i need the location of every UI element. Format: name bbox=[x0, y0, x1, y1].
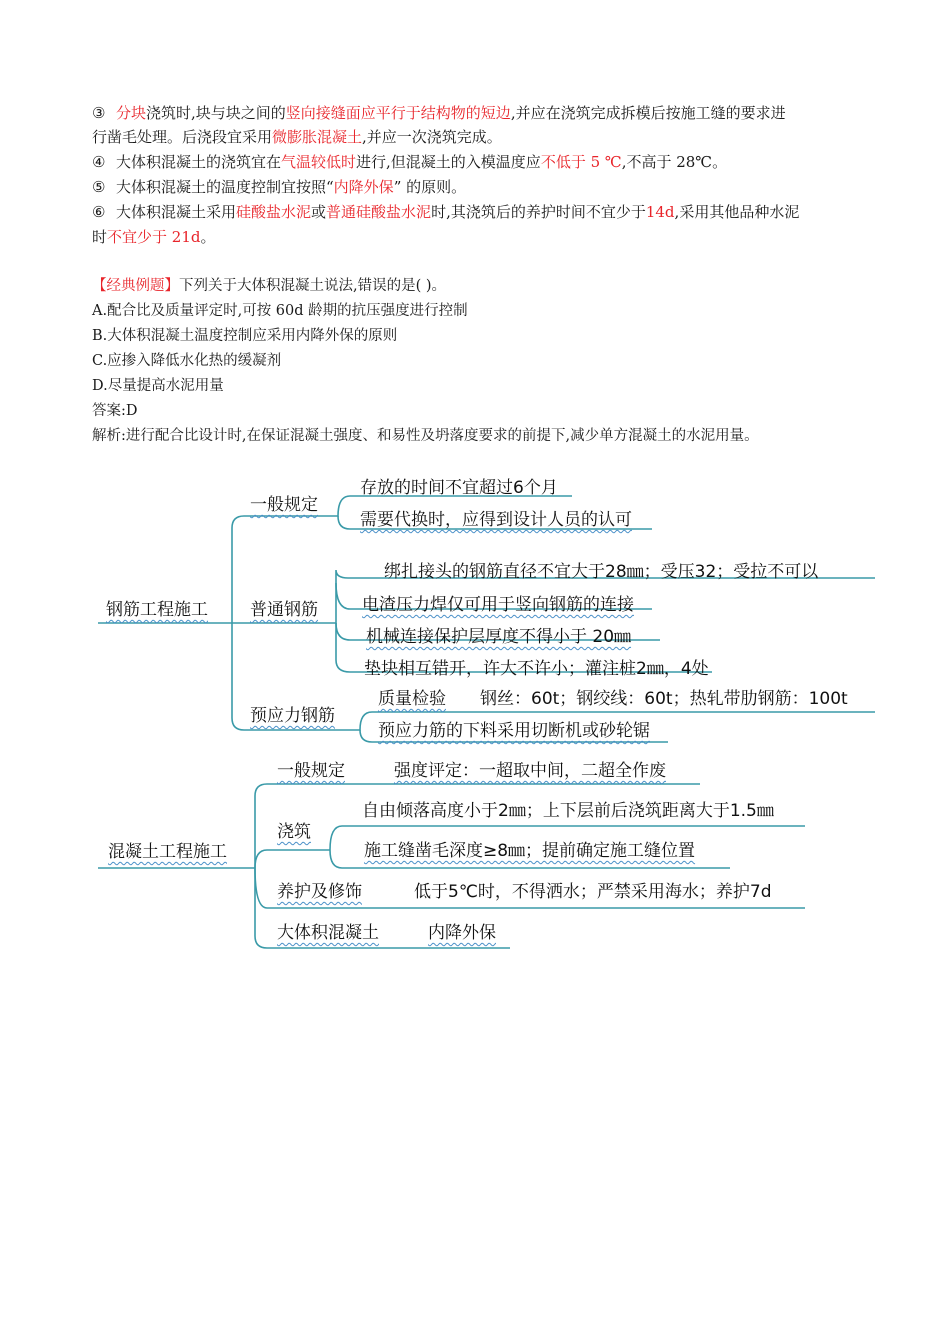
option-b: B.大体积混凝土温度控制应采用内降外保的原则 bbox=[92, 328, 398, 344]
item-number: ④ bbox=[92, 153, 106, 171]
answer: 答案:D bbox=[92, 403, 138, 419]
map-leaf: 机械连接保护层厚度不得小于 20㎜ bbox=[366, 627, 632, 647]
note-4: ④ 大体积混凝土的浇筑宜在气温较低时进行,但混凝土的入模温度应不低于 5 ℃,不高于 28℃。 bbox=[92, 150, 727, 174]
map-branch-general: 一般规定 bbox=[250, 495, 318, 515]
highlight: 竖向接缝面应平行于结构物的短边 bbox=[285, 104, 511, 122]
map-leaf: 垫块相互错开，许大不许小；灌注桩2㎜，4处 bbox=[364, 659, 709, 679]
map-subbranch-quality: 质量检验 bbox=[378, 689, 446, 709]
highlight: 14d bbox=[645, 203, 675, 221]
map-branch-prestressed: 预应力钢筋 bbox=[250, 706, 335, 726]
highlight: 内降外保 bbox=[333, 178, 394, 196]
map-leaf: 需要代换时，应得到设计人员的认可 bbox=[360, 510, 632, 530]
note-3-cont: 行凿毛处理。后浇段宜采用微膨胀混凝土,并应一次浇筑完成。 bbox=[92, 128, 502, 146]
map-leaf: 低于5℃时，不得洒水；严禁采用海水；养护7d bbox=[414, 882, 772, 902]
map-root: 钢筋工程施工 bbox=[106, 600, 208, 620]
map-leaf: 预应力筋的下料采用切断机或砂轮锯 bbox=[378, 721, 650, 741]
map-branch-general: 一般规定 bbox=[277, 761, 345, 781]
highlight: 硅酸盐水泥 bbox=[236, 203, 312, 221]
note-3: ③ 分块浇筑时,块与块之间的竖向接缝面应平行于结构物的短边,并应在浇筑完成拆模后按施工缝的要求进 bbox=[92, 101, 786, 125]
map-leaf: 内降外保 bbox=[428, 923, 496, 943]
highlight: 气温较低时 bbox=[281, 153, 357, 171]
map-leaf: 强度评定：一超取中间，二超全作废 bbox=[394, 761, 666, 781]
map-branch-ordinary-rebar: 普通钢筋 bbox=[250, 600, 318, 620]
highlight: 普通硅酸盐水泥 bbox=[326, 203, 432, 221]
option-c: C.应掺入降低水化热的缓凝剂 bbox=[92, 353, 282, 369]
option-a: A.配合比及质量评定时,可按 60d 龄期的抗压强度进行控制 bbox=[92, 303, 468, 319]
map-branch-pouring: 浇筑 bbox=[277, 822, 311, 842]
note-6: ⑥ 大体积混凝土采用硅酸盐水泥或普通硅酸盐水泥时,其浇筑后的养护时间不宜少于14d,采用其他品种水泥 bbox=[92, 200, 799, 224]
map-leaf: 自由倾落高度小于2㎜；上下层前后浇筑距离大于1.5㎜ bbox=[362, 801, 774, 821]
map-leaf: 电渣压力焊仅可用于竖向钢筋的连接 bbox=[362, 595, 634, 615]
item-number: ⑤ bbox=[92, 178, 106, 196]
map-leaf: 施工缝凿毛深度≥8㎜；提前确定施工缝位置 bbox=[364, 841, 696, 861]
highlight: 分块 bbox=[116, 104, 147, 122]
highlight: 不低于 5 ℃ bbox=[540, 153, 622, 171]
highlight: 不宜少于 21d bbox=[107, 228, 201, 246]
highlight: 微膨胀混凝土 bbox=[272, 128, 363, 146]
concrete-map-lines bbox=[0, 760, 950, 980]
option-d: D.尽量提高水泥用量 bbox=[92, 378, 224, 394]
example-question bbox=[92, 274, 446, 298]
note-5: ⑤ 大体积混凝土的温度控制宜按照“内降外保” 的原则。 bbox=[92, 175, 466, 199]
map-branch-mass-concrete: 大体积混凝土 bbox=[277, 923, 379, 943]
map-leaf: 钢丝：60t；钢绞线：60t；热轧带肋钢筋：100t bbox=[480, 689, 848, 709]
example-tag: 【经典例题】 bbox=[92, 278, 179, 294]
item-number: ⑥ bbox=[92, 203, 106, 221]
item-number: ③ bbox=[92, 104, 106, 122]
map-leaf: 存放的时间不宜超过6个月 bbox=[360, 478, 558, 498]
map-branch-curing: 养护及修饰 bbox=[277, 882, 362, 902]
note-6-cont: 时不宜少于 21d。 bbox=[92, 228, 216, 246]
map-root: 混凝土工程施工 bbox=[108, 842, 227, 862]
map-leaf: 绑扎接头的钢筋直径不宜大于28㎜；受压32；受拉不可以 bbox=[384, 562, 819, 582]
question-text: 下列关于大体积混凝土说法,错误的是( )。 bbox=[179, 278, 447, 294]
analysis: 解析:进行配合比设计时,在保证混凝土强度、和易性及坍落度要求的前提下,减少单方混凝土的水泥用量。 bbox=[92, 428, 759, 444]
